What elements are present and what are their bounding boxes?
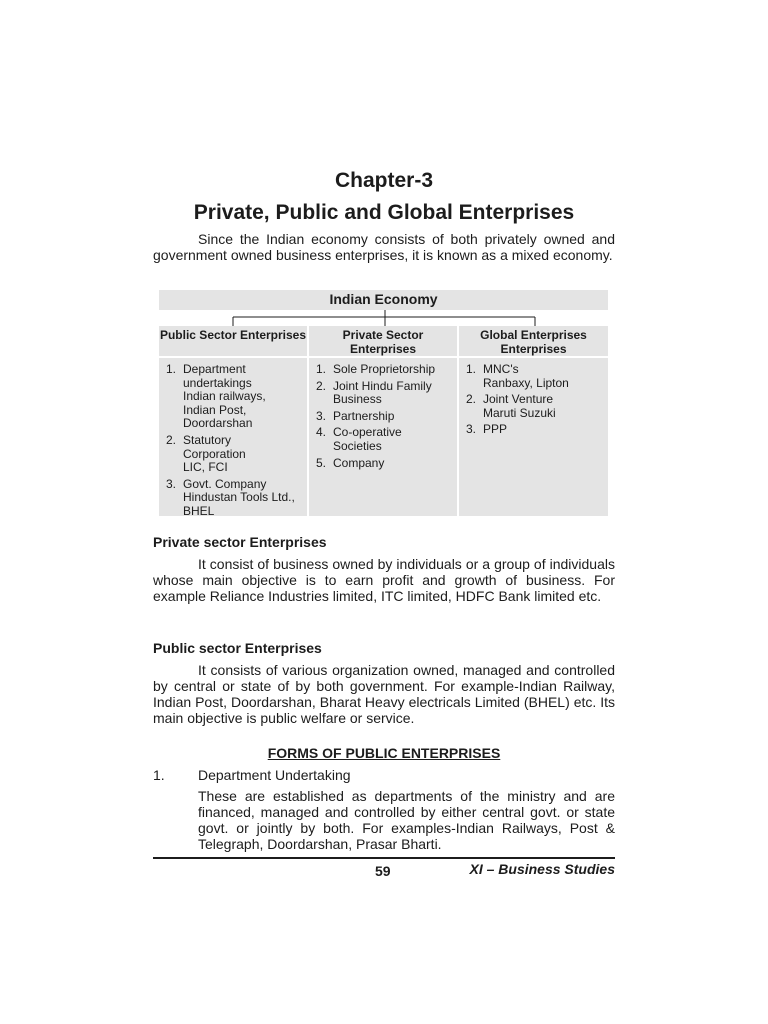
private-sector-column	[309, 326, 457, 516]
chapter-number: Chapter-3	[334, 169, 434, 192]
list-item-line: LIC, FCI	[183, 460, 228, 475]
list-item	[309, 380, 457, 407]
list-item-text	[183, 434, 307, 475]
list-item	[309, 363, 457, 377]
list-item	[309, 410, 457, 424]
intro-paragraph: Since the Indian economy consists of both privately owned and government owned business enterprises, it is known as a mixed economy.	[153, 231, 615, 263]
list-item-text	[333, 457, 457, 471]
public-sector-paragraph: It consists of various organization owned, managed and controlled by central or state of by both government. For example-Indian Railway, Indian Post, Doordarshan, Bharat Heavy electricals Limited (BHEL) etc. Its main objective is public welfare or service.	[153, 662, 615, 726]
list-item-number: 3.	[316, 408, 327, 423]
diagram-connector-lines	[159, 310, 608, 326]
list-item-number: 1.	[466, 362, 477, 376]
list-item-line: Partnership	[333, 408, 395, 423]
list-item-line: Co-operative	[333, 425, 402, 440]
list-item-number: 2.	[316, 378, 327, 393]
list-item-line: Joint Hindu Family	[333, 378, 432, 393]
list-item-line: BHEL	[183, 503, 215, 518]
global-enterprises-column	[459, 326, 608, 516]
book-title: XI – Business Studies	[469, 861, 615, 877]
list-item-number: 5.	[316, 455, 327, 470]
column-heading: Private Sector Enterprises	[309, 326, 457, 358]
list-item-line: Joint Venture	[483, 392, 554, 407]
list-item-text	[483, 423, 608, 437]
list-item-line: Business	[333, 392, 382, 407]
list-item-text	[333, 410, 457, 424]
list-item	[309, 426, 457, 453]
indian-economy-diagram	[159, 290, 608, 516]
list-item-text	[183, 478, 307, 519]
list-item-line: Statutory	[183, 432, 232, 447]
column-list	[459, 358, 608, 437]
list-item	[309, 457, 457, 471]
list-item-line: Hindustan Tools Ltd.,	[183, 490, 295, 505]
private-sector-heading: Private sector Enterprises	[153, 534, 327, 550]
chapter-title: Private, Public and Global Enterprises	[193, 201, 575, 224]
list-item-line: Corporation	[183, 446, 246, 461]
list-item-text	[483, 393, 608, 420]
list-item-text	[333, 426, 457, 453]
list-item	[159, 434, 307, 475]
list-item-line: Indian railways,	[183, 389, 266, 404]
list-item-number: 3.	[466, 422, 477, 437]
forms-heading: FORMS OF PUBLIC ENTERPRISES	[267, 745, 501, 761]
list-item-number: 4.	[316, 425, 327, 440]
list-item	[459, 423, 608, 437]
column-list	[309, 358, 457, 470]
list-item-line: Maruti Suzuki	[483, 405, 556, 420]
list-item-text	[333, 363, 457, 377]
list-item-line: Doordarshan	[183, 416, 253, 431]
list-item-line: Societies	[333, 438, 382, 453]
column-heading: Public Sector Enterprises	[159, 326, 307, 358]
public-sector-column	[159, 326, 307, 516]
list-item-number: 3.	[166, 476, 177, 491]
column-heading: Global Enterprises Enterprises	[459, 326, 608, 358]
list-item	[459, 363, 608, 390]
list-item-number: 1.	[153, 767, 165, 783]
page	[153, 0, 615, 1024]
private-sector-paragraph: It consist of business owned by individuals or a group of individuals whose main objective is to earn profit and growth of business. For example Reliance Industries limited, ITC limited, HDFC Bank limited etc.	[153, 556, 615, 604]
list-item	[159, 363, 307, 431]
list-item-number: 2.	[166, 432, 177, 447]
diagram-root-label: Indian Economy	[159, 290, 608, 310]
list-item	[159, 478, 307, 519]
list-item-line: Indian Post,	[183, 402, 247, 417]
list-item-text	[183, 363, 307, 431]
list-item-text	[333, 380, 457, 407]
list-item-label: Department Undertaking	[198, 767, 351, 783]
page-number: 59	[375, 863, 391, 879]
list-item-line: Company	[333, 455, 385, 470]
list-item-number: 1.	[166, 362, 177, 376]
list-item-description: These are established as departments of the ministry and are financed, managed and controlled by either central govt. or state govt. or jointly by both. For examples-Indian Railways, Post & Telegraph, Doordarshan, Prasar Bharti.	[198, 788, 615, 852]
list-item-number: 2.	[466, 392, 477, 407]
public-sector-heading: Public sector Enterprises	[153, 640, 322, 656]
list-item-line: Sole Proprietorship	[333, 362, 436, 376]
footer-rule	[153, 857, 615, 859]
column-list	[159, 358, 307, 519]
list-item-line: Ranbaxy, Lipton	[483, 375, 569, 390]
list-item-line: undertakings	[183, 375, 252, 390]
list-item-line: Department	[183, 362, 246, 376]
list-item-line: MNC's	[483, 362, 519, 376]
list-item-line: Govt. Company	[183, 476, 267, 491]
list-item	[459, 393, 608, 420]
list-item-line: PPP	[483, 422, 508, 437]
list-item-text	[483, 363, 608, 390]
list-item-number: 1.	[316, 362, 327, 376]
